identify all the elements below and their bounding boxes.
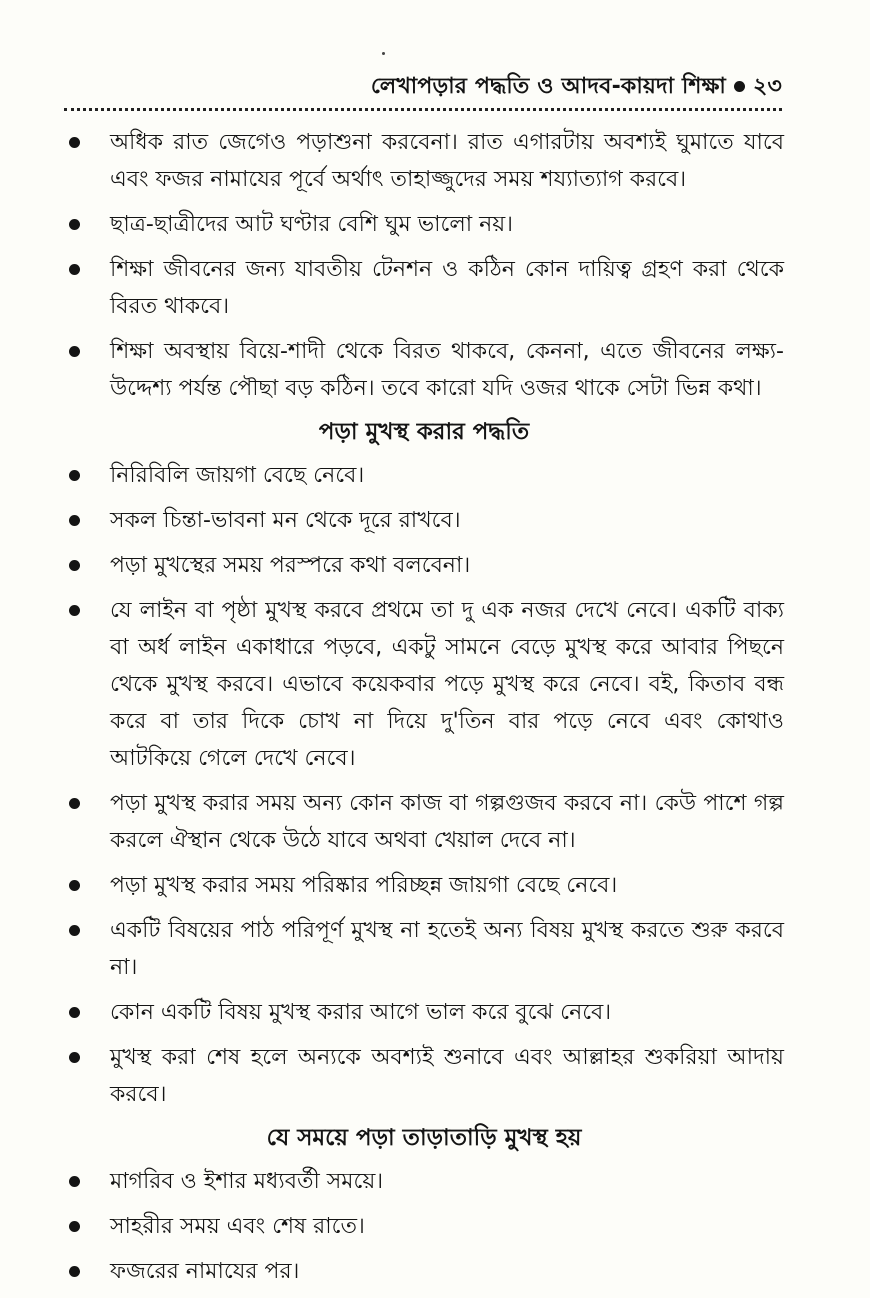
list-item <box>64 547 784 584</box>
bullet-icon <box>69 560 80 571</box>
bullet-icon <box>69 605 80 616</box>
list-item-text: পড়া মুখস্থের সময় পরস্পরে কথা বলবেনা। <box>110 553 471 578</box>
list-item-text: ফজরের নামাযের পর। <box>110 1259 300 1284</box>
list-item <box>64 206 784 243</box>
list-item <box>64 1039 784 1113</box>
bullet-icon <box>69 219 80 230</box>
bullet-icon <box>69 264 80 275</box>
list-item <box>64 1163 784 1200</box>
list-item <box>64 867 784 904</box>
bullet-icon <box>69 1007 80 1018</box>
list-item-text: কোন একটি বিষয় মুখস্থ করার আগে ভাল করে বুঝে নেবে। <box>110 1000 612 1025</box>
list-item <box>64 592 784 777</box>
list-item-text: পড়া মুখস্থ করার সময় পরিষ্কার পরিচ্ছন্ন জায়গা বেছে নেবে। <box>110 873 618 898</box>
header-dotted-rule <box>64 108 782 111</box>
list-item <box>64 124 784 198</box>
list-item <box>64 912 784 986</box>
bullet-icon <box>69 346 80 357</box>
list-item <box>64 457 784 494</box>
list-item <box>64 251 784 325</box>
list-item-text: মুখস্থ করা শেষ হলে অন্যকে অবশ্যই শুনাবে এবং আল্লাহর শুকরিয়া আদায় করবে। <box>110 1045 784 1107</box>
section-heading-best-times: যে সময়ে পড়া তাড়াতাড়ি মুখস্থ হয় <box>266 1125 582 1151</box>
bullet-icon <box>69 880 80 891</box>
bullet-icon <box>69 1052 80 1063</box>
bullet-icon <box>69 515 80 526</box>
list-item <box>64 994 784 1031</box>
paper-speck <box>382 52 385 55</box>
list-item <box>64 502 784 539</box>
running-header <box>64 72 782 102</box>
section-heading-memorization-method: পড়া মুখস্থ করার পদ্ধতি <box>318 419 530 445</box>
list-item-text: সকল চিন্তা-ভাবনা মন থেকে দূরে রাখবে। <box>110 508 461 533</box>
bullet-icon <box>69 470 80 481</box>
list-item-text: ছাত্র-ছাত্রীদের আট ঘণ্টার বেশি ঘুম ভালো নয়। <box>110 212 514 237</box>
list-item-text: যে লাইন বা পৃষ্ঠা মুখস্থ করবে প্রথমে তা দু এক নজর দেখে নেবে। একটি বাক্য বা অর্ধ লাইন একাধারে পড়বে, একটু সামনে বেড়ে মুখস্থ করে আবার পিছনে থেকে মুখস্থ করবে। এভাবে কয়েকবার পড়ে মুখস্থ করে নেবে। বই, কিতাব বন্ধ করে বা তার দিকে চোখ না দিয়ে দু'তিন বার পড়ে নেবে এবং কোথাও আটকিয়ে গেলে দেখে নেবে। <box>110 598 785 771</box>
bullet-icon <box>69 925 80 936</box>
list-item <box>64 1253 784 1290</box>
bullet-icon <box>69 1221 80 1232</box>
bullet-icon <box>69 1266 80 1277</box>
page-body <box>64 124 784 1298</box>
bullet-icon <box>69 137 80 148</box>
list-item <box>64 785 784 859</box>
list-item <box>64 1208 784 1245</box>
list-item-text: পড়া মুখস্থ করার সময় অন্য কোন কাজ বা গল্পগুজব করবে না। কেউ পাশে গল্প করলে ঐস্থান থেকে উঠে যাবে অথবা খেয়াল দেবে না। <box>110 791 784 853</box>
page-number: ২৩ <box>752 74 782 99</box>
list-item-text: একটি বিষয়ের পাঠ পরিপূর্ণ মুখস্থ না হতেই অন্য বিষয় মুখস্থ করতে শুরু করবে না। <box>110 918 784 980</box>
header-title: লেখাপড়ার পদ্ধতি ও আদব-কায়দা শিক্ষা <box>370 74 726 99</box>
bullet-icon <box>69 1176 80 1187</box>
list-item-text: অধিক রাত জেগেও পড়াশুনা করবেনা। রাত এগারটায় অবশ্যই ঘুমাতে যাবে এবং ফজর নামাযের পূর্বে অর্থাৎ তাহাজ্জুদের সময় শয্যাত্যাগ করবে। <box>110 130 784 192</box>
list-item-text: শিক্ষা অবস্থায় বিয়ে-শাদী থেকে বিরত থাকবে, কেননা, এতে জীবনের লক্ষ্য-উদ্দেশ্য পর্যন্ত পৌছা বড় কঠিন। তবে কারো যদি ওজর থাকে সেটা ভিন্ন কথা। <box>110 339 784 401</box>
header-separator-dot-icon <box>734 81 745 92</box>
list-item-text: নিরিবিলি জায়গা বেছে নেবে। <box>110 463 365 488</box>
list-item-text: শিক্ষা জীবনের জন্য যাবতীয় টেনশন ও কঠিন কোন দায়িত্ব গ্রহণ করা থেকে বিরত থাকবে। <box>110 257 784 319</box>
list-item <box>64 333 784 407</box>
list-item-text: সাহরীর সময় এবং শেষ রাতে। <box>110 1214 365 1239</box>
list-item-text: মাগরিব ও ইশার মধ্যবর্তী সময়ে। <box>110 1169 384 1194</box>
bullet-icon <box>69 798 80 809</box>
